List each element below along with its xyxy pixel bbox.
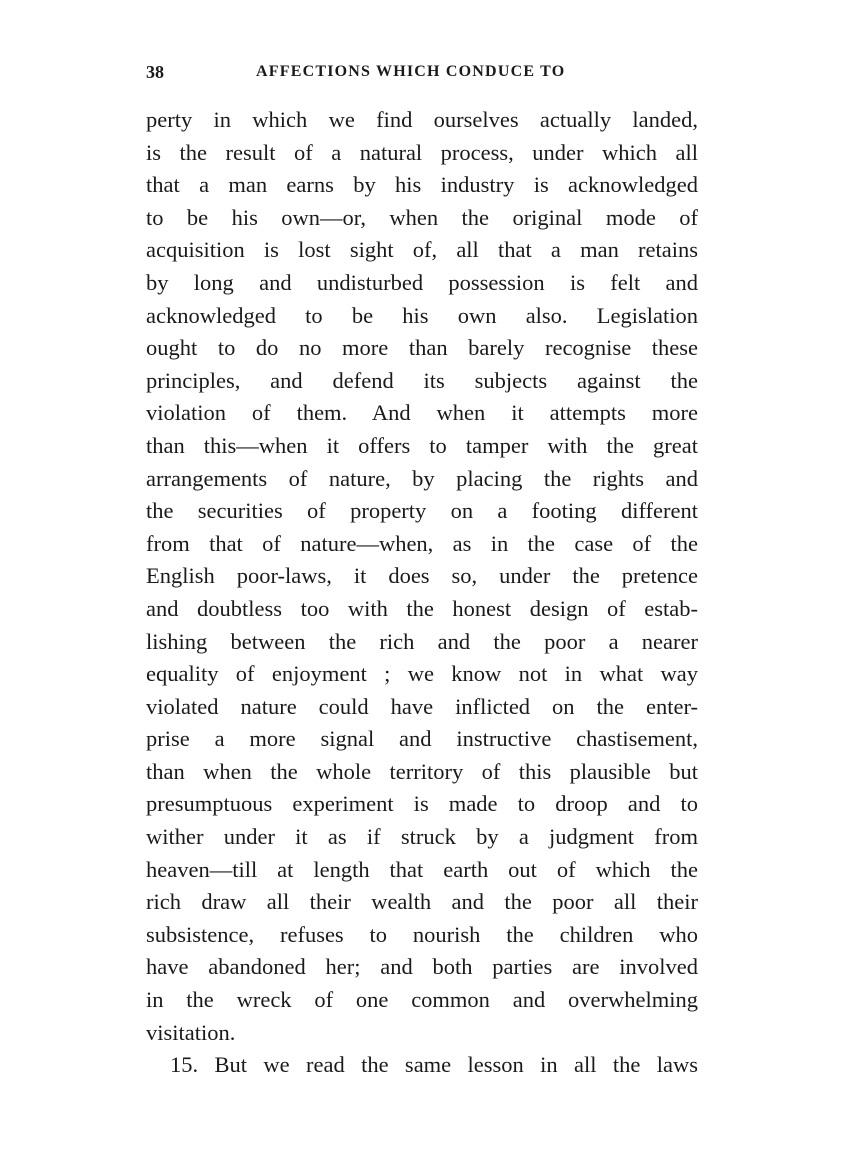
text-line: principles, and defend its subjects against the [146,367,698,393]
text-line: the securities of property on a footing different [146,498,698,524]
text-line: in the wreck of one common and overwhelming [146,987,698,1013]
text-line: wither under it as if struck by a judgment from [146,824,698,850]
body-text [146,104,698,1082]
text-line: violation of them. And when it attempts more [146,400,698,426]
text-line: by long and undisturbed possession is felt and [146,269,698,295]
text-line: acknowledged to be his own also. Legislation [146,302,698,328]
text-line: from that of nature—when, as in the case of the [146,530,698,556]
paragraph-start-line: 15. But we read the same lesson in all the laws [170,1052,698,1078]
text-line: prise a more signal and instructive chastisement, [146,726,698,752]
text-line: rich draw all their wealth and the poor all their [146,889,698,915]
text-line: than when the whole territory of this plausible but [146,758,698,784]
text-line: violated nature could have inflicted on the enter- [146,693,698,719]
text-line: presumptuous experiment is made to droop and to [146,791,698,817]
text-line: ought to do no more than barely recognise these [146,335,698,361]
text-line: that a man earns by his industry is acknowledged [146,172,698,198]
text-line: perty in which we find ourselves actually landed, [146,107,698,132]
text-line: English poor-laws, it does so, under the pretence [146,563,698,589]
text-line: have abandoned her; and both parties are involved [146,954,698,980]
text-line: is the result of a natural process, under which all [146,139,698,165]
paragraph-end-line: visitation. [146,1019,236,1045]
text-line: arrangements of nature, by placing the rights and [146,465,698,491]
running-title: AFFECTIONS WHICH CONDUCE TO [256,63,566,80]
text-line: equality of enjoyment ; we know not in what way [146,661,698,687]
text-line: heaven—till at length that earth out of which the [146,856,698,882]
page-number: 38 [146,62,164,82]
book-page [146,62,698,1082]
text-line: and doubtless too with the honest design of estab- [146,595,698,621]
text-line: to be his own—or, when the original mode of [146,204,698,230]
text-line: than this—when it offers to tamper with the great [146,432,698,458]
text-line: lishing between the rich and the poor a nearer [146,628,698,654]
text-line: subsistence, refuses to nourish the children who [146,921,698,947]
running-head [146,62,698,90]
text-line: acquisition is lost sight of, all that a man retains [146,237,698,263]
